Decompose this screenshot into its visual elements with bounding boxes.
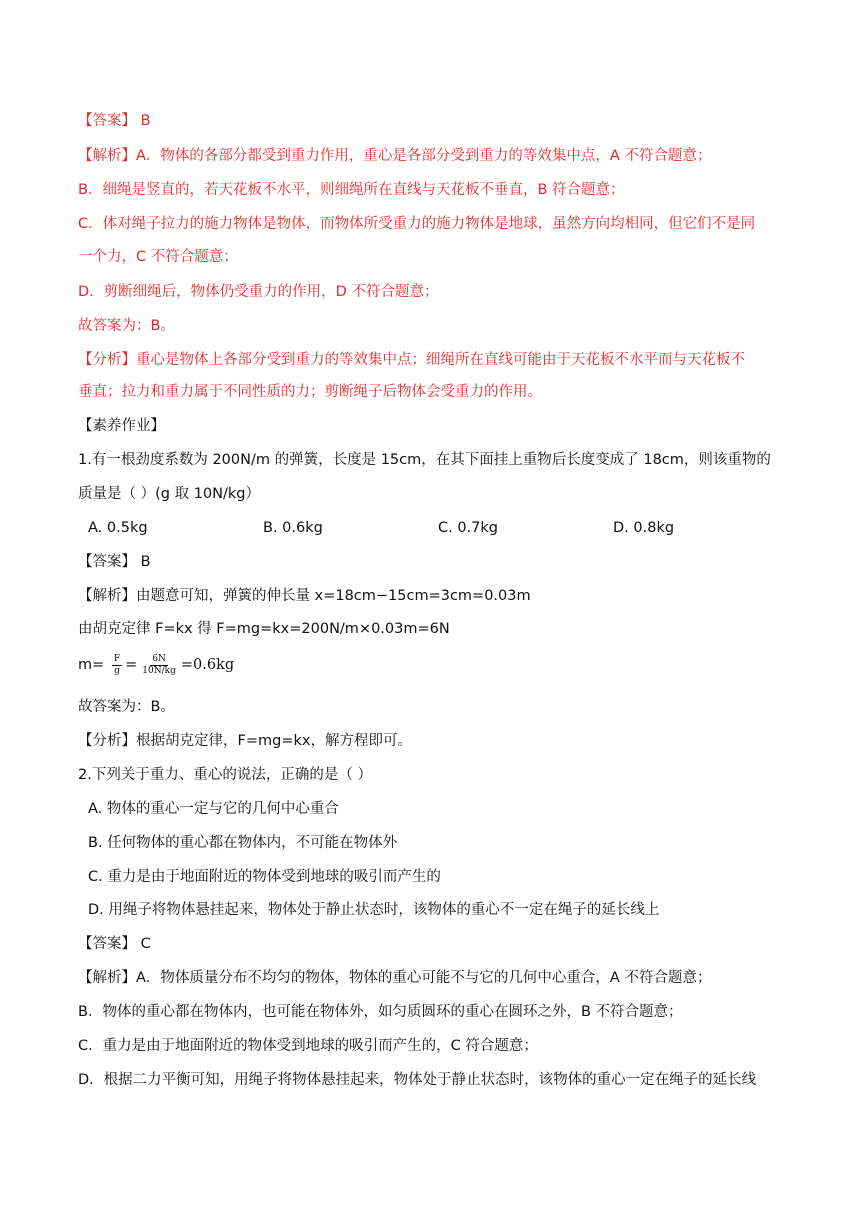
q2-explanation-c: C．重力是由于地面附近的物体受到地球的吸引而产生的，C 符合题意； [78,1038,538,1054]
q2-option-a: A. 物体的重心一定与它的几何中心重合 [88,801,339,817]
q1-formula: m= $\frac{F}{g}$ = $\frac{6N}{10N/kg}$ =0.6kg [78,653,235,676]
q1-analysis: 【分析】根据胡克定律，F=mg=kx，解方程即可。 [78,733,412,749]
fraction-f-over-g [112,654,122,677]
q1-option-b: B. 0.6kg [263,520,323,536]
explanation-b: B．细绳是竖直的，若天花板不水平，则细绳所在直线与天花板不垂直，B 符合题意； [78,182,625,198]
q1-explanation-line2: 由胡克定律 F=kx 得 F=mg=kx=200N/m×0.03m=6N [78,621,450,637]
q2-stem: 2.下列关于重力、重心的说法，正确的是（ ） [78,767,372,783]
q2-explanation-a: 【解析】A．物体质量分布不均匀的物体，物体的重心可能不与它的几何中心重合，A 不符合题意； [78,970,712,986]
q1-option-a: A. 0.5kg [88,520,148,536]
q1-option-d: D. 0.8kg [613,520,675,536]
section-title: 【素养作业】 [78,418,165,434]
analysis-line2: 垂直；拉力和重力属于不同性质的力；剪断绳子后物体会受重力的作用。 [78,384,542,400]
q1-conclusion: 故答案为：B。 [78,699,175,715]
explanation-d: D．剪断细绳后，物体仍受重力的作用，D 不符合题意； [78,284,439,300]
explanation-a: 【解析】A．物体的各部分都受到重力作用，重心是各部分受到重力的等效集中点，A 不符合题意； [78,148,712,164]
q1-options [88,518,788,538]
explanation-c-line1: C．体对绳子拉力的施力物体是物体，而物体所受重力的施力物体是地球，虽然方向均相同，但它们不是同 [78,216,756,232]
fraction-6n-over-10nkg [140,654,178,677]
explanation-c-line2: 一个力，C 不符合题意； [78,249,238,265]
q2-explanation-d: D．根据二力平衡可知，用绳子将物体悬挂起来，物体处于静止状态时，该物体的重心一定在绳子的延长线 [78,1072,757,1088]
fraction-numerator: F [113,653,121,664]
q1-stem-line2: 质量是（ ）(g 取 10N/kg） [78,486,260,502]
q1-stem-line1: 1.有一根劲度系数为 200N/m 的弹簧，长度是 15cm，在其下面挂上重物后长度变成了 18cm，则该重物的 [78,452,771,468]
q2-option-d: D. 用绳子将物体悬挂起来，物体处于静止状态时，该物体的重心不一定在绳子的延长线上 [88,902,660,918]
fraction-numerator: 6N [152,653,166,664]
analysis-line1: 【分析】重心是物体上各部分受到重力的等效集中点；细绳所在直线可能由于天花板不水平而与天花板不 [78,352,745,368]
q2-option-c: C. 重力是由于地面附近的物体受到地球的吸引而产生的 [88,869,441,885]
q1-explanation-line1: 【解析】由题意可知，弹簧的伸长量 x=18cm−15cm=3cm=0.03m [78,588,531,604]
q2-option-b: B. 任何物体的重心都在物体内，不可能在物体外 [88,835,398,851]
q1-option-c: C. 0.7kg [438,520,499,536]
q2-explanation-b: B．物体的重心都在物体内，也可能在物体外，如匀质圆环的重心在圆环之外，B 不符合题意； [78,1004,683,1020]
fraction-denominator: g [114,665,120,676]
conclusion-line: 故答案为：B。 [78,318,175,334]
q1-answer: 【答案】 B [78,554,151,570]
answer-line: 【答案】 B [78,113,151,129]
formula-result: =0.6kg [180,657,235,673]
fraction-denominator: 10N/kg [142,665,176,676]
formula-prefix: m= [78,657,105,673]
q2-answer: 【答案】 C [78,936,151,952]
